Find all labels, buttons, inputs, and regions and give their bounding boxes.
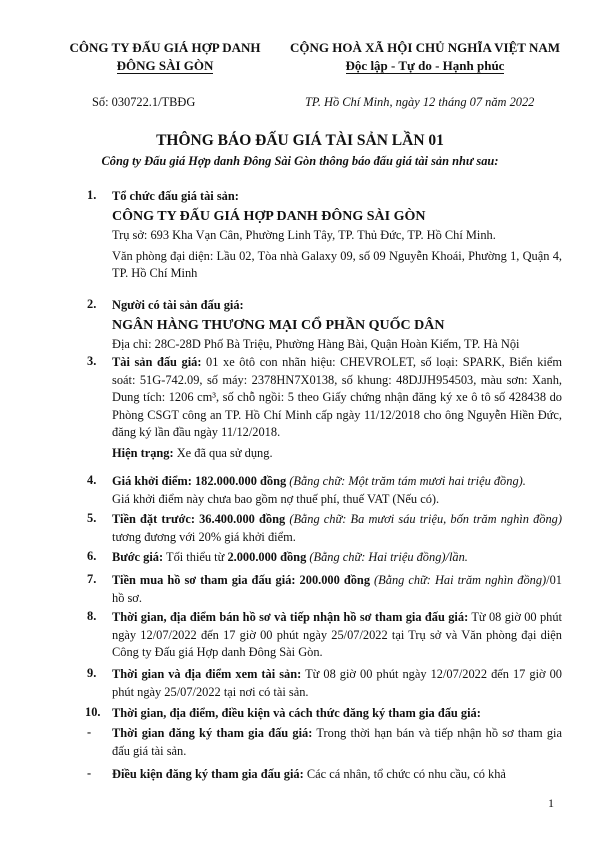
organizer-name: CÔNG TY ĐẤU GIÁ HỢP DANH ĐÔNG SÀI GÒN bbox=[112, 208, 426, 224]
document-title: THÔNG BÁO ĐẤU GIÁ TÀI SẢN LẦN 01 bbox=[156, 132, 444, 149]
dossier-fee-value: 200.000 đồng bbox=[295, 573, 371, 587]
item-number: 6. bbox=[87, 549, 97, 563]
item-heading: Người có tài sản đấu giá: bbox=[112, 298, 244, 312]
starting-price-note: Giá khởi điểm này chưa bao gồm nợ thuế phí, thuế VAT (Nếu có). bbox=[112, 491, 440, 506]
status-label: Hiện trạng: bbox=[112, 445, 174, 460]
starting-price-label: Giá khởi điểm: bbox=[112, 474, 192, 488]
owner-address: Địa chỉ: 28C-28D Phố Bà Triệu, Phường Hàng Bài, Quận Hoàn Kiếm, TP. Hà Nội bbox=[112, 337, 520, 352]
organizer-address: Trụ sở: 693 Kha Vạn Cân, Phường Linh Tây, TP. Thủ Đức, TP. Hồ Chí Minh. bbox=[112, 228, 496, 243]
bid-step-words: (Bằng chữ: Hai triệu đồng)/lần. bbox=[306, 550, 468, 564]
deposit-note: tương đương với 20% giá khởi điểm. bbox=[112, 529, 296, 544]
country-name: CỘNG HOÀ XÃ HỘI CHỦ NGHĨA VIỆT NAM bbox=[289, 40, 561, 55]
item-number: 1. bbox=[87, 188, 97, 202]
deposit-label: Tiền đặt trước: bbox=[112, 512, 195, 526]
page-number: 1 bbox=[548, 796, 554, 810]
item-deposit bbox=[112, 511, 562, 546]
organizer-office: Văn phòng đại diện: Lầu 02, Tòa nhà Galaxy 09, số 09 Nguyễn Khoái, Phường 1, Quận 4, TP. Hồ Chí Minh bbox=[112, 248, 562, 281]
asset-description: 01 xe ôtô con nhãn hiệu: CHEVROLET, số loại: SPARK, Biển kiểm soát: 51G-742.09, số máy: 2378HN7X0138, số khung: 48DJJH954503, màu sơn: Xanh, Dung tích: 1206 cm³, số chỗ ngồi: 5 theo Giấy chứng nhận đăng ký xe ô tô số 428438 do Phòng CSGT công an TP. Hồ Chí Minh cấp ngày 11/12/2018 cho ông Nguyễn Hiền Đức, đăng ký lần đầu ngày 11/12/2018. bbox=[112, 355, 562, 440]
item-organizer bbox=[112, 188, 562, 283]
national-motto: Độc lập - Tự do - Hạnh phúc bbox=[345, 58, 505, 73]
starting-price-words: (Bằng chữ: Một trăm tám mươi hai triệu đồng). bbox=[286, 474, 526, 488]
item-heading: Tổ chức đấu giá tài sản: bbox=[112, 189, 239, 203]
dossier-fee-label: Tiền mua hồ sơ tham gia đấu giá: bbox=[112, 573, 296, 587]
bid-step-value: 2.000.000 đồng bbox=[227, 550, 307, 564]
status-text: Xe đã qua sử dụng. bbox=[173, 445, 273, 460]
item-number: 8. bbox=[87, 609, 97, 623]
item-number: 10. bbox=[85, 705, 101, 719]
starting-price-value: 182.000.000 đồng bbox=[191, 474, 287, 488]
asset-label: Tài sản đấu giá: bbox=[112, 355, 202, 369]
item-registration-heading: Thời gian, địa điểm, điều kiện và cách thức đăng ký tham gia đấu giá: bbox=[112, 706, 481, 720]
dossier-fee-words: (Bằng chữ: Hai trăm nghìn đồng) bbox=[370, 573, 547, 587]
registration-time-label: Thời gian đăng ký tham gia đấu giá: bbox=[112, 726, 313, 740]
viewing-text: Từ 08 giờ 00 phút ngày 12/07/2022 đến 17 giờ 00 phút ngày 25/07/2022 tại nơi có tài sản. bbox=[112, 667, 563, 699]
deposit-value: 36.400.000 đồng bbox=[194, 512, 286, 526]
dossier-sale-label: Thời gian, địa điểm bán hồ sơ và tiếp nhận hồ sơ tham gia đấu giá: bbox=[112, 610, 469, 624]
item-number: 2. bbox=[87, 297, 97, 311]
item-number: 7. bbox=[87, 572, 97, 586]
bid-step-text: Tối thiểu từ bbox=[163, 550, 228, 564]
registration-conditions-text: Các cá nhân, tổ chức có nhu cầu, có khả bbox=[303, 767, 506, 781]
dossier-fee-note: /01 hồ sơ. bbox=[112, 573, 563, 605]
item-number: 4. bbox=[87, 473, 97, 487]
registration-time bbox=[112, 725, 562, 760]
item-viewing bbox=[112, 666, 562, 701]
item-dossier-fee bbox=[112, 572, 562, 607]
item-bid-step bbox=[112, 549, 562, 567]
document-subtitle: Công ty Đấu giá Hợp danh Đông Sài Gòn thông báo đấu giá tài sản như sau: bbox=[101, 154, 499, 168]
dash-bullet: - bbox=[87, 725, 92, 739]
dash-bullet: - bbox=[87, 766, 92, 780]
place-and-date: TP. Hồ Chí Minh, ngày 12 tháng 07 năm 2022 bbox=[305, 95, 535, 109]
company-name-line2: ĐÔNG SÀI GÒN bbox=[116, 58, 214, 73]
item-number: 5. bbox=[87, 511, 97, 525]
registration-time-text: Trong thời hạn bán và tiếp nhận hồ sơ tham gia đấu giá tài sản. bbox=[112, 726, 562, 758]
item-owner bbox=[112, 297, 562, 354]
document-number: Số: 030722.1/TBĐG bbox=[92, 95, 196, 109]
item-asset bbox=[112, 354, 562, 463]
registration-conditions bbox=[112, 766, 562, 784]
viewing-label: Thời gian và địa điểm xem tài sản: bbox=[112, 667, 302, 681]
item-starting-price bbox=[112, 473, 562, 508]
item-number: 3. bbox=[87, 354, 97, 368]
registration-conditions-label: Điều kiện đăng ký tham gia đấu giá: bbox=[112, 767, 304, 781]
item-dossier-sale bbox=[112, 609, 562, 662]
item-number: 9. bbox=[87, 666, 97, 680]
deposit-words: (Bằng chữ: Ba mươi sáu triệu, bốn trăm nghìn đồng) bbox=[285, 512, 562, 526]
company-name-line1: CÔNG TY ĐẤU GIÁ HỢP DANH bbox=[69, 40, 261, 55]
dossier-sale-text: Từ 08 giờ 00 phút ngày 12/07/2022 đến 17 giờ 00 phút ngày 25/07/2022 tại Trụ sở và Văn phòng đại diện Công ty Đấu giá Hợp danh Đông Sài Gòn. bbox=[112, 610, 562, 660]
bid-step-label: Bước giá: bbox=[112, 550, 164, 564]
owner-name: NGÂN HÀNG THƯƠNG MẠI CỔ PHẦN QUỐC DÂN bbox=[112, 317, 445, 333]
